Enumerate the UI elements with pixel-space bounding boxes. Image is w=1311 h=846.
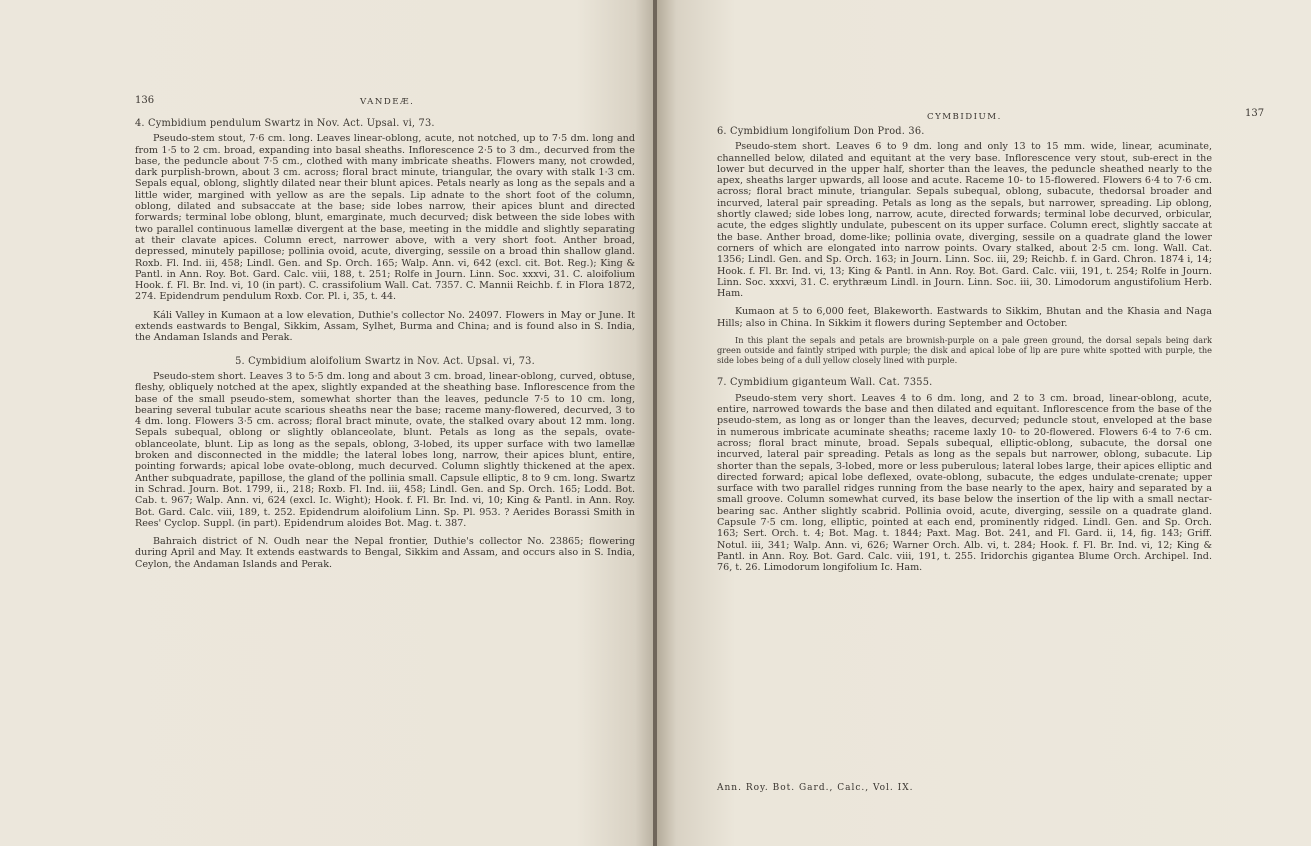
running-head: VANDEÆ. — [360, 97, 415, 107]
species-note: In this plant the sepals and petals are brownish-purple on a pale green ground, the dorsal sepals being dark green outside and faintly striped with purple; the disk and apical lobe of lip are pure white spotted with purple, the side lobes being of a dull yellow closely lined with purple. — [717, 335, 1212, 365]
left-page — [0, 0, 655, 846]
left-text-column — [135, 118, 635, 570]
page-number: 136 — [135, 95, 155, 106]
right-text-column — [717, 126, 1212, 573]
species-distribution: Bahraich district of N. Oudh near the Nepal frontier, Duthie's collector No. 23865; flowering during April and May. It extends eastwards to Bengal, Sikkim and Assam, and occurs also in S. India, Ceylon, the Andaman Islands and Perak. — [135, 536, 635, 570]
species-heading: 5. Cymbidium aloifolium Swartz in Nov. Act. Upsal. vi, 73. — [235, 355, 535, 367]
species-heading: 6. Cymbidium longifolium Don Prod. 36. — [717, 126, 925, 137]
species-heading: 7. Cymbidium giganteum Wall. Cat. 7355. — [717, 377, 933, 389]
page-footer: Ann. Roy. Bot. Gard., Calc., Vol. IX. — [717, 783, 914, 793]
right-page — [657, 0, 1311, 846]
species-description: Pseudo-stem stout, 7·6 cm. long. Leaves linear-oblong, acute, not notched, up to 7·5 dm. long and from 1·5 to 2 cm. broad, expanding into basal sheaths. Inflorescence 2·5 to 3 dm., decurved from the base, the peduncle about 7·5 cm., clothed with many imbricate sheaths. Flowers many, not crowded, dark purplish-brown, about 3 cm. across; floral bract minute, triangular, the ovary with stalk 1·3 cm. Sepals equal, oblong, slightly dilated near their blunt apices. Petals nearly as long as the sepals and a little wider, margined with yellow as are the sepals. Lip adnate to the short foot of the column, oblong, dilated and subsaccate at the base; side lobes narrow, their apices blunt and directed forwards; terminal lobe oblong, blunt, emarginate, much decurved; disk between the side lobes with two parallel continuous lamellæ divergent at the base, meeting in the middle and slightly separating at their clavate apices. Column erect, narrower above, with a very short foot. Anther broad, depressed, minutely papillose; pollinia ovoid, acute, diverging, sessile on a broad thin shallow gland. Roxb. Fl. Ind. iii, 458; Lindl. Gen. and Sp. Orch. 165; Walp. Ann. vi, 642 (excl. cit. Bot. Reg.); King & Pantl. in Ann. Roy. Bot. Gard. Calc. viii, 188, t. 251; Rolfe in Journ. Linn. Soc. xxxvi, 31. C. aloifolium Hook. f. Fl. Br. Ind. vi, 10 (in part). C. crassifolium Wall. Cat. 7357. C. Mannii Reichb. f. in Flora 1872, 274. Epidendrum pendulum Roxb. Cor. Pl. i, 35, t. 44. — [135, 133, 635, 303]
page-number: 137 — [1245, 108, 1265, 119]
species-heading: 4. Cymbidium pendulum Swartz in Nov. Act. Upsal. vi, 73. — [135, 118, 435, 129]
species-description: Pseudo-stem very short. Leaves 4 to 6 dm. long, and 2 to 3 cm. broad, linear-oblong, acute, entire, narrowed towards the base and then dilated and equitant. Inflorescence from the base of the pseudo-stem, as long as or longer than the leaves, decurved; peduncle stout, enveloped at the base in numerous imbricate acuminate sheaths; raceme laxly 10- to 20-flowered. Flowers 6·4 to 7·6 cm. across; floral bract minute, broad. Sepals subequal, elliptic-oblong, subacute, the dorsal one incurved, lateral pair spreading. Petals as long as the sepals but narrower, oblong, subacute. Lip shorter than the sepals, 3-lobed, more or less puberulous; lateral lobes large, their apices elliptic and directed forward; apical lobe deflexed, ovate-oblong, subacute, the edges undulate-crenate; upper surface with two parallel ridges running from the base nearly to the apex, hairy and separated by a small groove. Column somewhat curved, its base below the insertion of the lip with a small nectar-bearing sac. Anther slightly scabrid. Pollinia ovoid, acute, diverging, sessile on a quadrate gland. Capsule 7·5 cm. long, elliptic, pointed at each end, prominently ridged. Lindl. Gen. and Sp. Orch. 163; Sert. Orch. t. 4; Bot. Mag. t. 1844; Paxt. Mag. Bot. 241, and Fl. Gard. ii, 14, fig. 143; Griff. Notul. iii, 341; Walp. Ann. vi, 626; Warner Orch. Alb. vi, t. 284; Hook. f. Fl. Br. Ind. vi, 12; King & Pantl. in Ann. Roy. Bot. Gard. Calc. viii, 191, t. 255. Iridorchis gigantea Blume Orch. Archipel. Ind. 76, t. 26. Limodorum longifolium Ic. Ham. — [717, 392, 1213, 574]
species-description: Pseudo-stem short. Leaves 6 to 9 dm. long and only 13 to 15 mm. wide, linear, acuminate, channelled below, dilated and equitant at the very base. Inflorescence very stout, sub-erect in the lower but decurved in the upper half, shorter than the leaves, the peduncle sheathed nearly to the apex, sheaths larger upwards, all loose and acute. Raceme 10- to 15-flowered. Flowers 6·4 to 7·6 cm. across; floral bract minute, triangular. Sepals subequal, oblong, subacute, thedorsal broader and incurved, lateral pair spreading. Petals as long as the sepals, but narrower, spreading. Lip oblong, shortly clawed; side lobes long, narrow, acute, directed forwards; terminal lobe decurved, orbicular, acute, the edges slightly undulate, pubescent on its upper surface. Column erect, slightly saccate at the base. Anther broad, dome-like; pollinia ovate, diverging, sessile on a quadrate gland the lower corners of which are elongated into narrow points. Ovary stalked, about 2·5 cm. long. Wall. Cat. 1356; Lindl. Gen. and Sp. Orch. 163; in Journ. Linn. Soc. iii, 29; Reichb. f. in Gard. Chron. 1874 i, 14; Hook. f. Fl. Br. Ind. vi, 13; King & Pantl. in Ann. Roy. Bot. Gard. Calc. viii, 191, t. 254; Rolfe in Journ. Linn. Soc. xxxvi, 31. C. erythræum Lindl. in Journ. Linn. Soc. iii, 30. Limodorum angustifolium Herb. Ham. — [717, 141, 1212, 300]
species-distribution: Kumaon at 5 to 6,000 feet, Blakeworth. Eastwards to Sikkim, Bhutan and the Khasia and Naga Hills; also in China. In Sikkim it flowers during September and October. — [717, 306, 1212, 329]
species-description: Pseudo-stem short. Leaves 3 to 5·5 dm. long and about 3 cm. broad, linear-oblong, curved, obtuse, fleshy, obliquely notched at the apex, slightly expanded at the sheathing base. Inflorescence from the base of the small pseudo-stem, somewhat shorter than the leaves, peduncle 7·5 to 10 cm. long, bearing several tubular acute scarious sheaths near the base; raceme many-flowered, decurved, 3 to 4 dm. long. Flowers 3·5 cm. across; floral bract minute, ovate, the stalked ovary about 12 mm. long. Sepals subequal, oblong or slightly oblanceolate, blunt. Petals as long as the sepals, ovate-oblanceolate, blunt. Lip as long as the sepals, oblong, 3-lobed, its upper surface with two lamellæ broken and disconnected in the middle; the lateral lobes long, narrow, their apices blunt, entire, pointing forwards; apical lobe ovate-oblong, much decurved. Column slightly thickened at the apex. Anther subquadrate, papillose, the gland of the pollinia small. Capsule elliptic, 8 to 9 cm. long. Swartz in Schrad. Journ. Bot. 1799, ii., 218; Roxb. Fl. Ind. iii, 458; Lindl. Gen. and Sp. Orch. 165; Lodd. Bot. Cab. t. 967; Walp. Ann. vi, 624 (excl. Ic. Wight); Hook. f. Fl. Br. Ind. vi, 10; King & Pantl. in Ann. Roy. Bot. Gard. Calc. viii, 189, t. 252. Epidendrum aloifolium Linn. Sp. Pl. 953. ? Aerides Borassi Smith in Rees' Cyclop. Suppl. (in part). Epidendrum aloides Bot. Mag. t. 387. — [135, 370, 635, 529]
species-distribution: Káli Valley in Kumaon at a low elevation, Duthie's collector No. 24097. Flowers in May or June. It extends eastwards to Bengal, Sikkim, Assam, Sylhet, Burma and China; and is found also in S. India, the Andaman Islands and Perak. — [135, 309, 635, 344]
running-head: CYMBIDIUM. — [927, 112, 1002, 122]
